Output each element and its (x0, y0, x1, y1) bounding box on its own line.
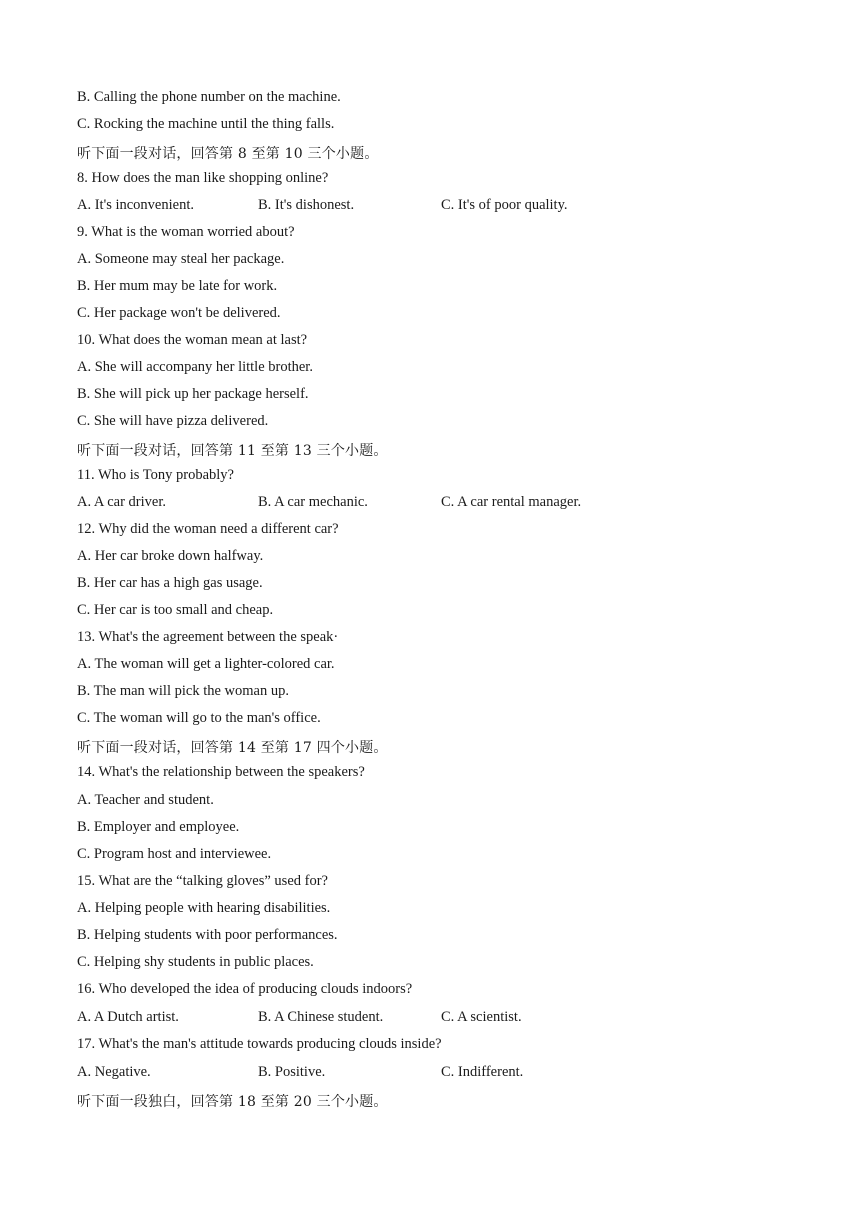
section-instruction-8-10: 听下面一段对话，回答第 8 至第 10 三个小题。 (77, 146, 379, 162)
option-q11-c: C. A car rental manager. (441, 494, 582, 510)
option-q8-c: C. It's of poor quality. (441, 197, 568, 213)
option-q8-b: B. It's dishonest. (258, 197, 355, 213)
option-q9-a: A. Someone may steal her package. (77, 251, 285, 267)
option-q17-c: C. Indifferent. (441, 1064, 524, 1080)
option-q15-a: A. Helping people with hearing disabilities. (77, 900, 331, 916)
option-q14-b: B. Employer and employee. (77, 819, 240, 835)
option-q14-c: C. Program host and interviewee. (77, 846, 272, 862)
option-q7-b: B. Calling the phone number on the machine. (77, 89, 341, 105)
option-q14-a: A. Teacher and student. (77, 792, 214, 808)
option-q13-c: C. The woman will go to the man's office. (77, 710, 321, 726)
option-q17-a: A. Negative. (77, 1064, 151, 1080)
section-instruction-18-20: 听下面一段独白，回答第 18 至第 20 三个小题。 (77, 1094, 388, 1110)
option-q13-b: B. The man will pick the woman up. (77, 683, 289, 699)
question-14: 14. What's the relationship between the speakers? (77, 764, 365, 780)
question-8: 8. How does the man like shopping online? (77, 170, 329, 186)
section-instruction-11-13: 听下面一段对话，回答第 11 至第 13 三个小题。 (77, 443, 388, 459)
option-q9-c: C. Her package won't be delivered. (77, 305, 281, 321)
option-q12-a: A. Her car broke down halfway. (77, 548, 264, 564)
section-instruction-14-17: 听下面一段对话，回答第 14 至第 17 四个小题。 (77, 740, 388, 756)
option-q17-b: B. Positive. (258, 1064, 326, 1080)
option-q16-b: B. A Chinese student. (258, 1009, 384, 1025)
option-q10-a: A. She will accompany her little brother. (77, 359, 313, 375)
question-15: 15. What are the “talking gloves” used for? (77, 873, 328, 889)
option-q12-b: B. Her car has a high gas usage. (77, 575, 263, 591)
option-q10-b: B. She will pick up her package herself. (77, 386, 309, 402)
question-9: 9. What is the woman worried about? (77, 224, 295, 240)
option-q8-a: A. It's inconvenient. (77, 197, 194, 213)
question-17: 17. What's the man's attitude towards producing clouds inside? (77, 1036, 442, 1052)
option-q15-c: C. Helping shy students in public places. (77, 954, 314, 970)
option-q15-b: B. Helping students with poor performances. (77, 927, 338, 943)
question-16: 16. Who developed the idea of producing clouds indoors? (77, 981, 413, 997)
question-11: 11. Who is Tony probably? (77, 467, 234, 483)
option-q12-c: C. Her car is too small and cheap. (77, 602, 274, 618)
option-q16-c: C. A scientist. (441, 1009, 522, 1025)
question-10: 10. What does the woman mean at last? (77, 332, 308, 348)
question-13: 13. What's the agreement between the speak· (77, 629, 339, 645)
option-q9-b: B. Her mum may be late for work. (77, 278, 278, 294)
option-q11-b: B. A car mechanic. (258, 494, 368, 510)
option-q7-c: C. Rocking the machine until the thing falls. (77, 116, 335, 132)
option-q10-c: C. She will have pizza delivered. (77, 413, 269, 429)
option-q16-a: A. A Dutch artist. (77, 1009, 179, 1025)
question-12: 12. Why did the woman need a different car? (77, 521, 339, 537)
option-q13-a: A. The woman will get a lighter-colored car. (77, 656, 335, 672)
option-q11-a: A. A car driver. (77, 494, 166, 510)
